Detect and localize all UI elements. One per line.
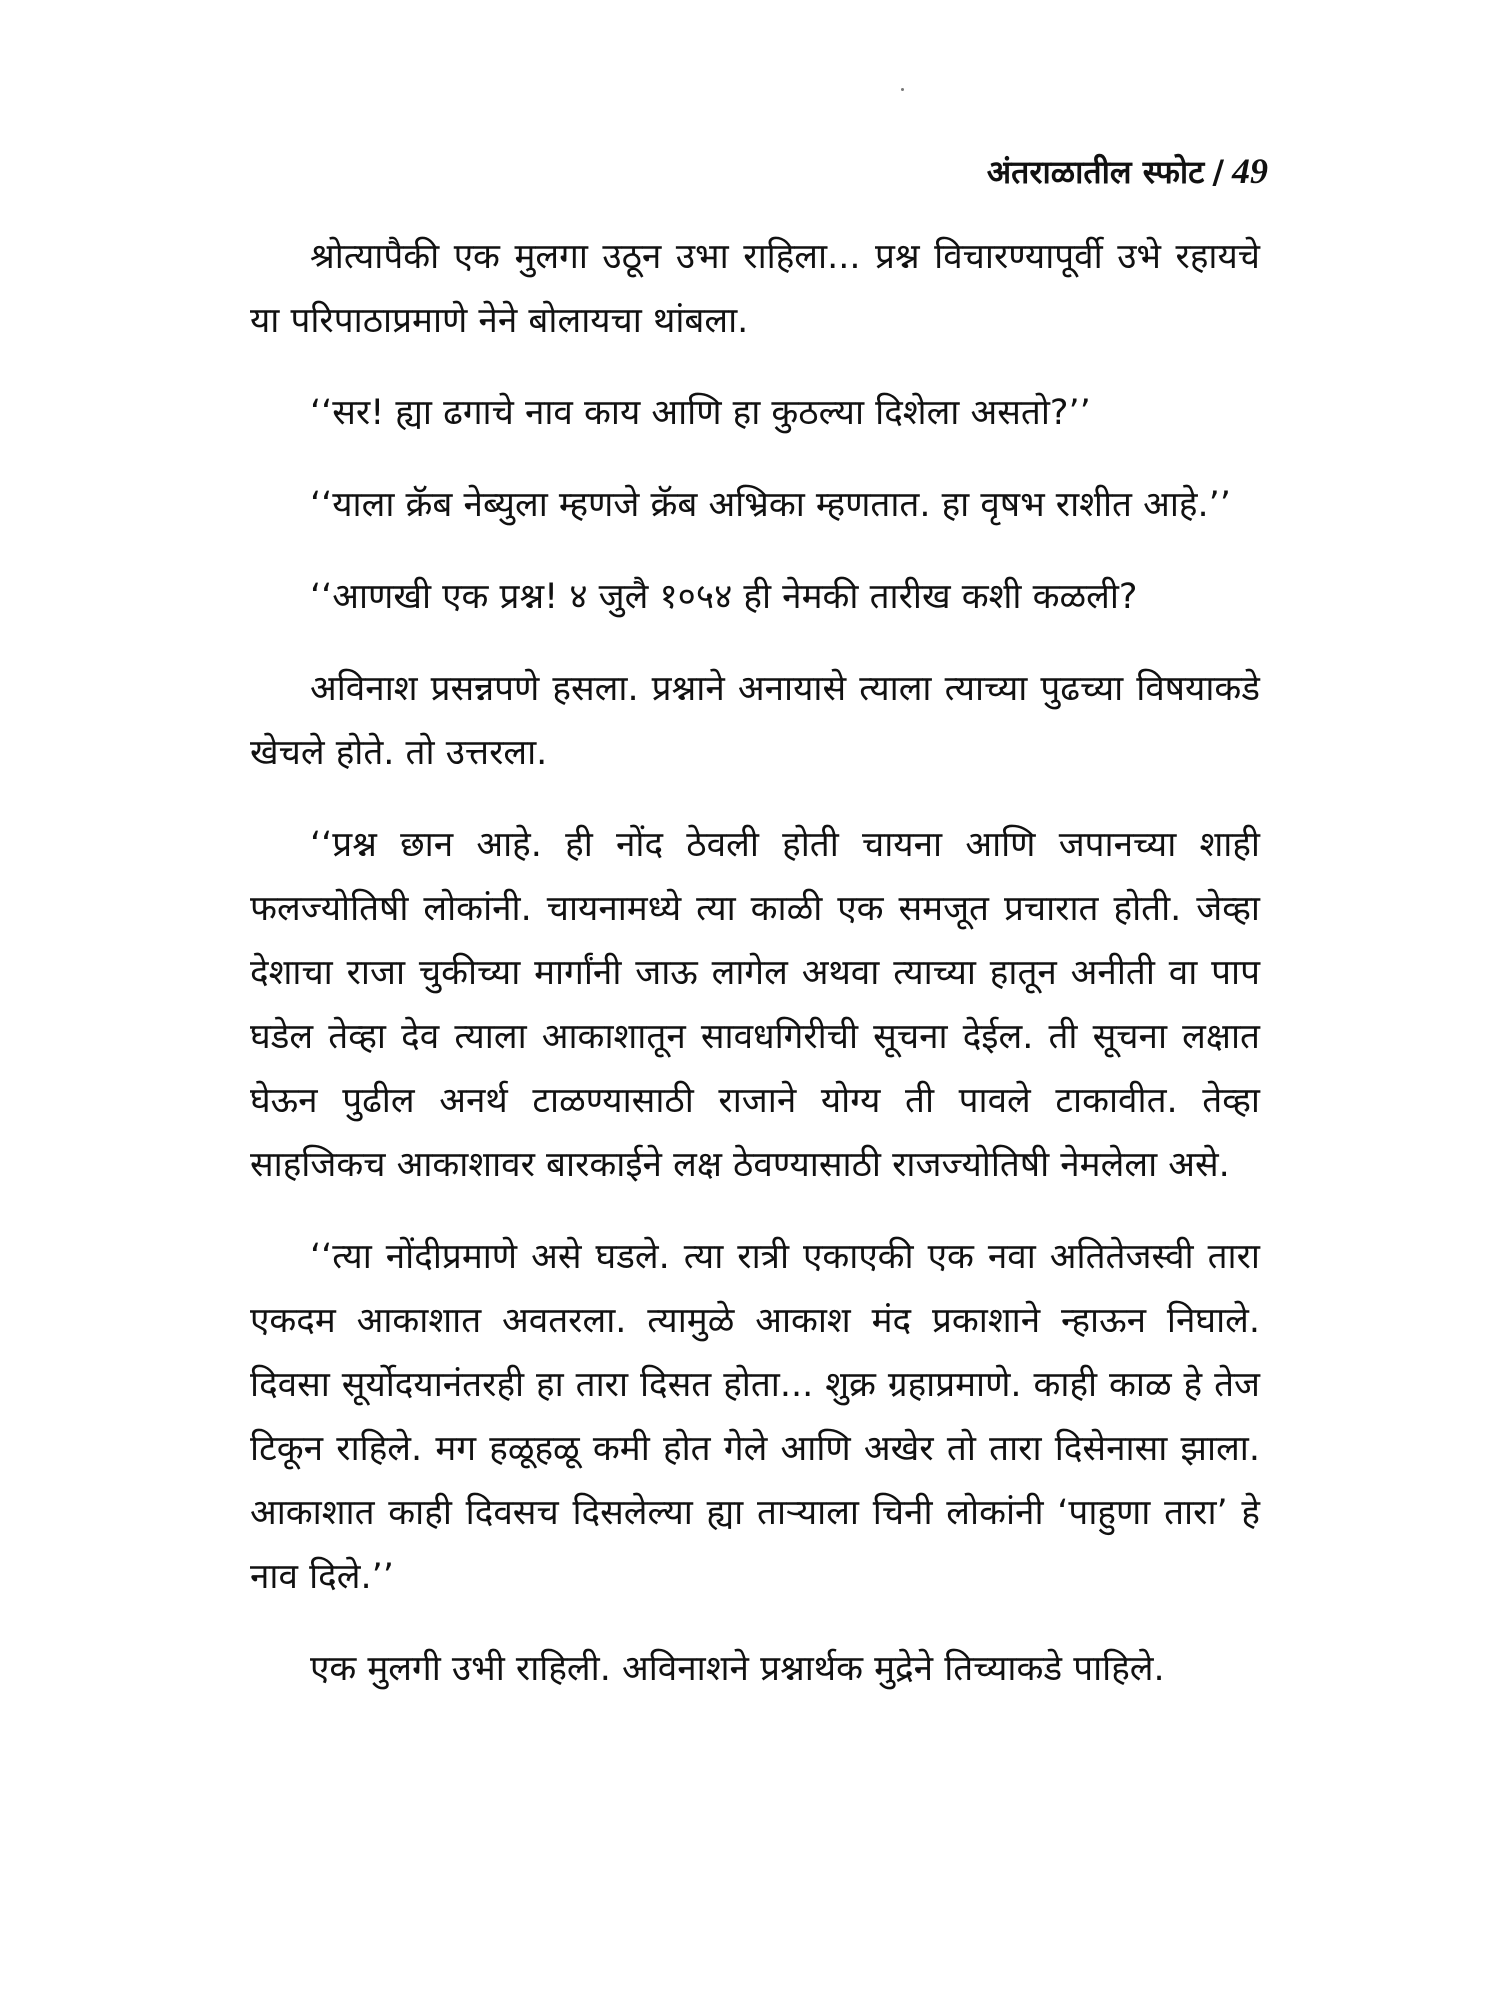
paragraph-6: ‘‘प्रश्न छान आहे. ही नोंद ठेवली होती चायना आणि जपानच्या शाही फलज्योतिषी लोकांनी. चायनामध्ये त्या काळी एक समजूत प्रचारात होती. जेव्हा देशाचा राजा चुकीच्या मार्गांनी जाऊ लागेल अथवा त्याच्या हातून अनीती वा पाप घडेल तेव्हा देव त्याला आकाशातून सावधगिरीची सूचना देईल. ती सूचना लक्षात घेऊन पुढील अनर्थ टाळण्यासाठी राजाने योग्य ती पावले टाकावीत. तेव्हा साहजिकच आकाशावर बारकाईने लक्ष ठेवण्यासाठी राजज्योतिषी नेमलेला असे. [250, 825, 1260, 1185]
paragraph-1: श्रोत्यापैकी एक मुलगा उठून उभा राहिला... प्रश्न विचारण्यापूर्वी उभे रहायचे या परिपाठाप्रमाणे नेने बोलायचा थांबला. [250, 237, 1260, 341]
paragraph-7: ‘‘त्या नोंदीप्रमाणे असे घडले. त्या रात्री एकाएकी एक नवा अतितेजस्वी तारा एकदम आकाशात अवतरला. त्यामुळे आकाश मंद प्रकाशाने न्हाऊन निघाले. दिवसा सूर्योदयानंतरही हा तारा दिसत होता... शुक्र ग्रहाप्रमाणे. काही काळ हे तेज टिकून राहिले. मग हळूहळू कमी होत गेले आणि अखेर तो तारा दिसेनासा झाला. आकाशात काही दिवसच दिसलेल्या ह्या ताऱ्याला चिनी लोकांनी ‘पाहुणा तारा’ हे नाव दिले.’’ [250, 1237, 1260, 1597]
scan-speck [901, 88, 904, 91]
paragraph-8: एक मुलगी उभी राहिली. अविनाशने प्रश्नार्थक मुद्रेने तिच्याकडे पाहिले. [310, 1649, 1165, 1689]
paragraph-5: अविनाश प्रसन्नपणे हसला. प्रश्नाने अनायासे त्याला त्याच्या पुढच्या विषयाकडे खेचले होते. तो उत्तरला. [250, 669, 1260, 773]
page-number: 49 [1232, 151, 1268, 191]
chapter-title: अंतराळातील स्फोट [986, 153, 1205, 191]
paragraph-3: ‘‘याला क्रॅब नेब्युला म्हणजे क्रॅब अभ्रिका म्हणतात. हा वृषभ राशीत आहे.’’ [310, 485, 1231, 525]
paragraph-2: ‘‘सर! ह्या ढगाचे नाव काय आणि हा कुठल्या दिशेला असतो?’’ [310, 393, 1091, 433]
running-header [987, 150, 1268, 193]
body-text [250, 225, 1260, 1729]
paragraph-4: ‘‘आणखी एक प्रश्न! ४ जुलै १०५४ ही नेमकी तारीख कशी कळली? [310, 577, 1138, 617]
header-separator: / [1212, 153, 1224, 191]
